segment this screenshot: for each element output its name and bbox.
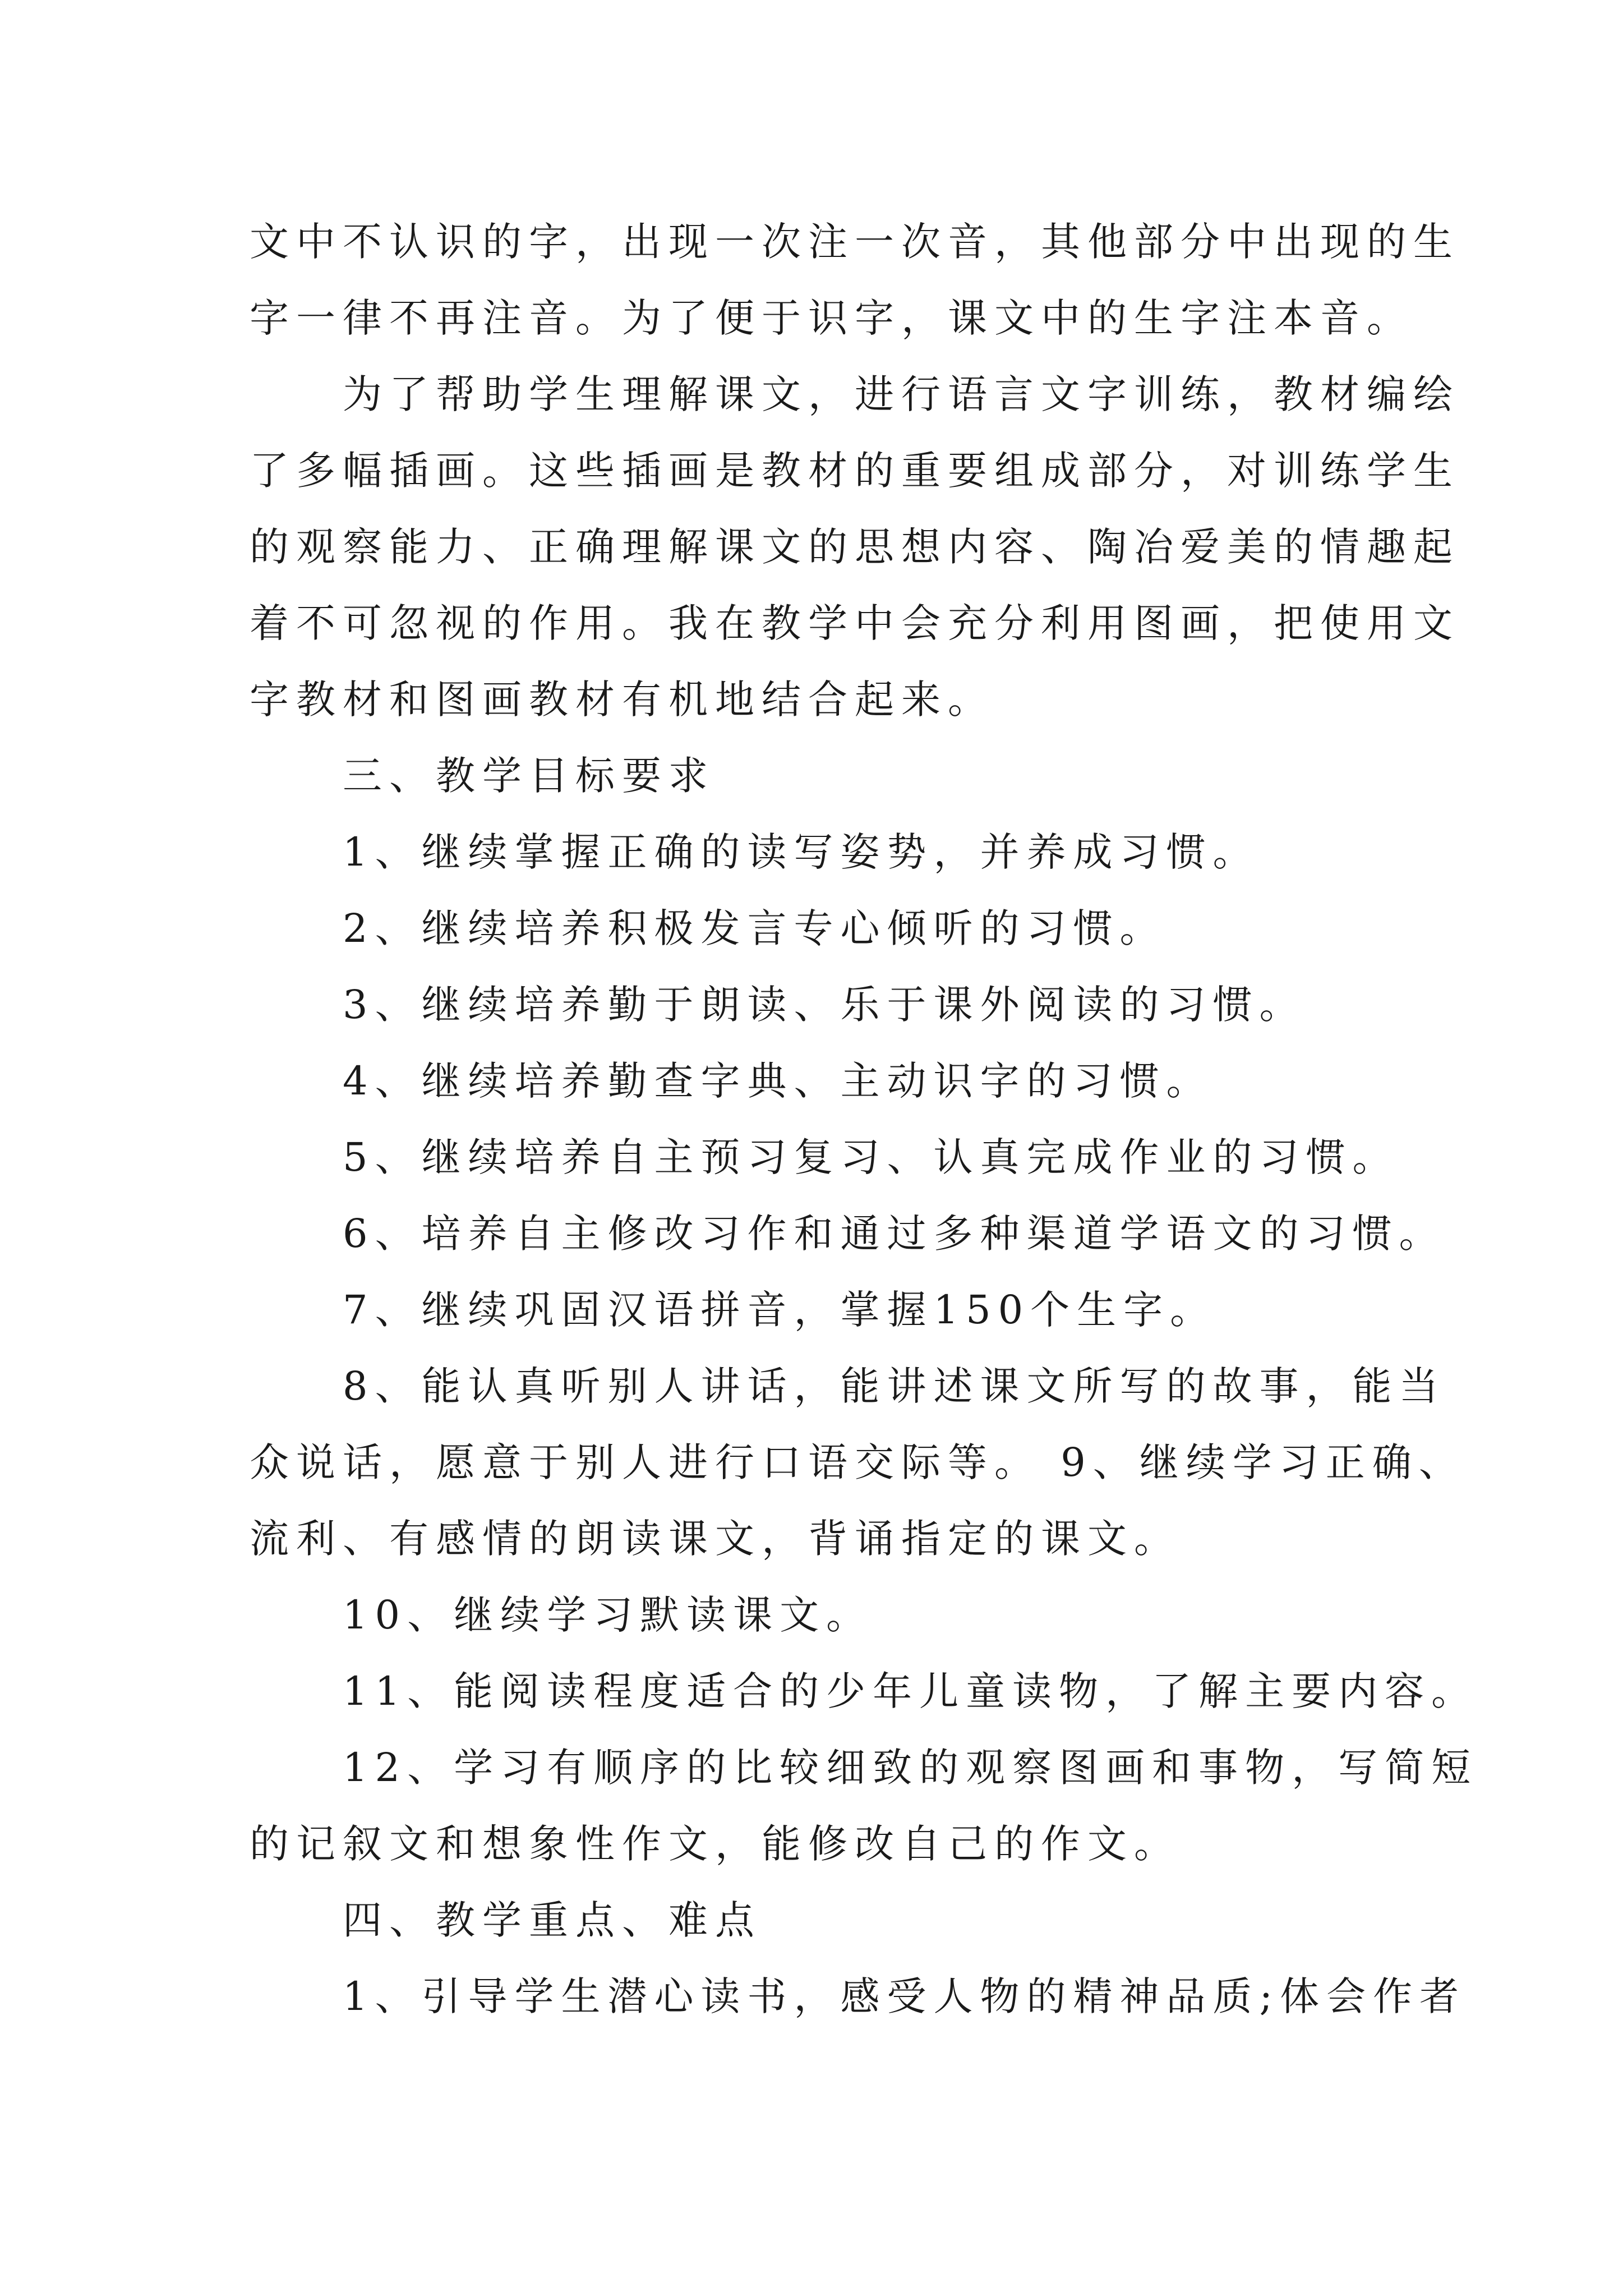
list-item: 6、培养自主修改习作和通过多种渠道学语文的习惯。 <box>250 1211 1446 1257</box>
text-line: 流利、有感情的朗读课文，背诵指定的课文。 <box>250 1516 1181 1562</box>
list-item: 12、学习有顺序的比较细致的观察图画和事物，写简短 <box>250 1745 1478 1791</box>
list-item: 10、继续学习默读课文。 <box>250 1592 873 1638</box>
text-line: 的观察能力、正确理解课文的思想内容、陶冶爱美的情趣起 <box>250 524 1460 570</box>
list-item: 3、继续培养勤于朗读、乐于课外阅读的习惯。 <box>250 982 1306 1028</box>
text-line: 了多幅插画。这些插画是教材的重要组成部分，对训练学生 <box>250 448 1460 494</box>
section-heading: 三、教学目标要求 <box>250 753 715 799</box>
list-item: 2、继续培养积极发言专心倾听的习惯。 <box>250 905 1166 951</box>
list-item: 1、继续掌握正确的读写姿势，并养成习惯。 <box>250 829 1260 875</box>
text-line: 为了帮助学生理解课文，进行语言文字训练，教材编绘 <box>250 371 1460 417</box>
text-line: 字教材和图画教材有机地结合起来。 <box>250 677 994 723</box>
text-line: 文中不认识的字，出现一次注一次音，其他部分中出现的生 <box>250 219 1460 265</box>
text-line: 着不可忽视的作用。我在教学中会充分利用图画，把使用文 <box>250 600 1460 646</box>
section-heading: 四、教学重点、难点 <box>250 1897 762 1943</box>
list-item: 4、继续培养勤查字典、主动识字的习惯。 <box>250 1058 1213 1104</box>
text-line: 的记叙文和想象性作文，能修改自己的作文。 <box>250 1821 1181 1867</box>
text-line: 字一律不再注音。为了便于识字，课文中的生字注本音。 <box>250 295 1413 341</box>
list-item: 5、继续培养自主预习复习、认真完成作业的习惯。 <box>250 1134 1399 1180</box>
list-item: 1、引导学生潜心读书，感受人物的精神品质;体会作者 <box>250 1973 1467 2019</box>
list-item: 8、能认真听别人讲话，能讲述课文所写的故事，能当 <box>250 1363 1446 1409</box>
text-line: 众说话，愿意于别人进行口语交际等。 9、继续学习正确、 <box>250 1439 1465 1485</box>
list-item: 7、继续巩固汉语拼音，掌握150个生字。 <box>250 1287 1217 1333</box>
list-item: 11、能阅读程度适合的少年儿童读物，了解主要内容。 <box>250 1668 1478 1714</box>
